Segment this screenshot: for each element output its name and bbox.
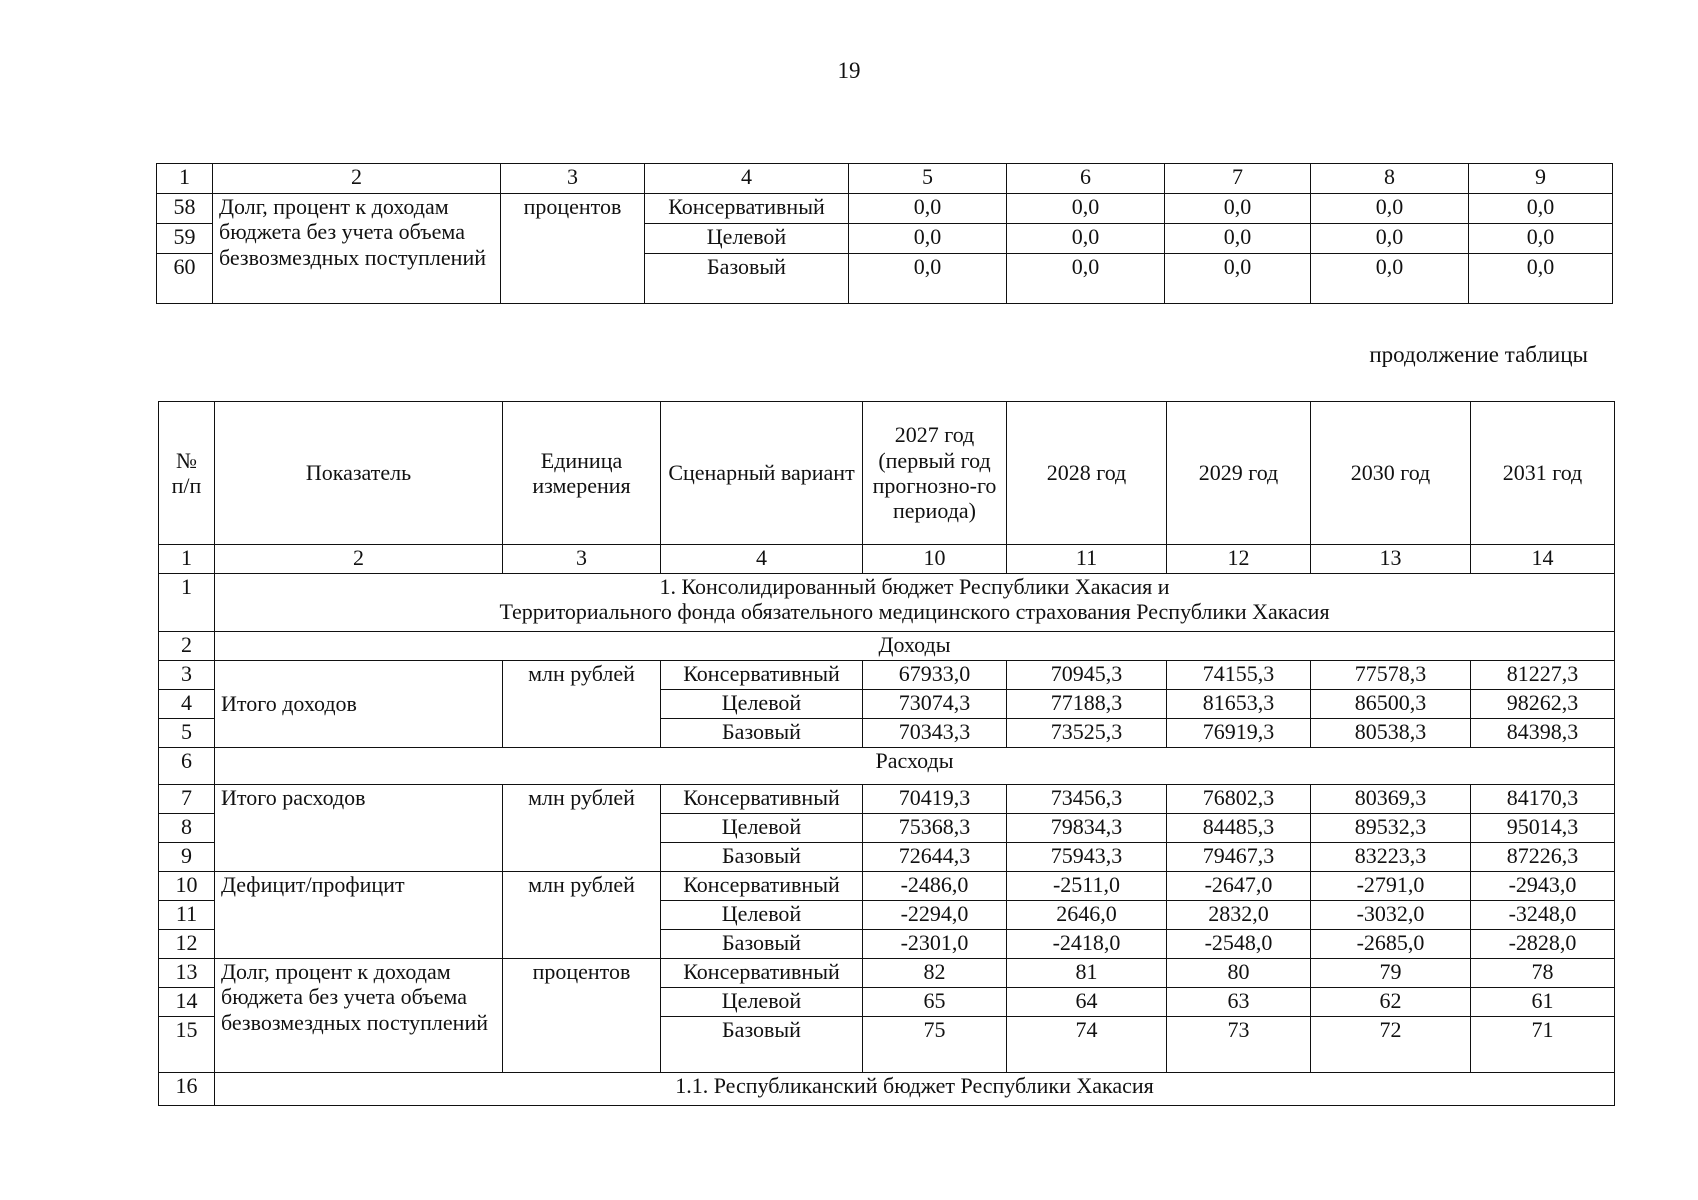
- value-cell: 72644,3: [863, 843, 1007, 872]
- value-cell: 75: [863, 1017, 1007, 1073]
- value-cell: 81227,3: [1471, 661, 1615, 690]
- scenario-cell: Целевой: [661, 690, 863, 719]
- col-number: 14: [1471, 545, 1615, 574]
- unit-cell: млн рублей: [503, 785, 661, 872]
- value-cell: 80: [1167, 959, 1311, 988]
- col-number: 7: [1165, 164, 1311, 194]
- value-cell: 75368,3: [863, 814, 1007, 843]
- row-number: 3: [159, 661, 215, 690]
- header-row: [159, 402, 1615, 545]
- value-cell: 0,0: [1165, 224, 1311, 254]
- header-2030: 2030 год: [1311, 402, 1471, 545]
- value-cell: 67933,0: [863, 661, 1007, 690]
- value-cell: 0,0: [1469, 224, 1613, 254]
- value-cell: -2548,0: [1167, 930, 1311, 959]
- value-cell: 73525,3: [1007, 719, 1167, 748]
- value-cell: 0,0: [1311, 224, 1469, 254]
- value-cell: 63: [1167, 988, 1311, 1017]
- value-cell: 81653,3: [1167, 690, 1311, 719]
- section-title: 1.1. Республиканский бюджет Республики Хакасия: [215, 1073, 1615, 1106]
- value-cell: 98262,3: [1471, 690, 1615, 719]
- col-number: 4: [661, 545, 863, 574]
- scenario-cell: Консервативный: [661, 785, 863, 814]
- value-cell: 79467,3: [1167, 843, 1311, 872]
- value-cell: 71: [1471, 1017, 1615, 1073]
- continuation-label: продолжение таблицы: [1369, 342, 1588, 367]
- scenario-cell: Целевой: [661, 901, 863, 930]
- value-cell: 0,0: [1165, 254, 1311, 304]
- row-number: 16: [159, 1073, 215, 1106]
- value-cell: 79834,3: [1007, 814, 1167, 843]
- scenario-cell: Целевой: [661, 814, 863, 843]
- row-number: 13: [159, 959, 215, 988]
- value-cell: -2418,0: [1007, 930, 1167, 959]
- row-number: 5: [159, 719, 215, 748]
- value-cell: 0,0: [849, 194, 1007, 224]
- header-2028: 2028 год: [1007, 402, 1167, 545]
- value-cell: 80538,3: [1311, 719, 1471, 748]
- value-cell: 2646,0: [1007, 901, 1167, 930]
- row-number: 12: [159, 930, 215, 959]
- header-2031: 2031 год: [1471, 402, 1615, 545]
- row-number: 10: [159, 872, 215, 901]
- value-cell: 0,0: [849, 224, 1007, 254]
- scenario-cell: Базовый: [661, 1017, 863, 1073]
- value-cell: 0,0: [1007, 194, 1165, 224]
- section-row: [159, 574, 1615, 632]
- unit-cell: процентов: [503, 959, 661, 1073]
- col-number: 4: [645, 164, 849, 194]
- value-cell: 79: [1311, 959, 1471, 988]
- row-number: 8: [159, 814, 215, 843]
- col-number: 11: [1007, 545, 1167, 574]
- value-cell: 75943,3: [1007, 843, 1167, 872]
- col-number: 2: [213, 164, 501, 194]
- indicator-cell: Долг, процент к доходам бюджета без учета объема безвозмездных поступлений: [215, 959, 503, 1073]
- value-cell: 70419,3: [863, 785, 1007, 814]
- table-row: [157, 194, 1613, 224]
- col-number: 10: [863, 545, 1007, 574]
- value-cell: 84170,3: [1471, 785, 1615, 814]
- value-cell: 82: [863, 959, 1007, 988]
- value-cell: -2943,0: [1471, 872, 1615, 901]
- scenario-cell: Целевой: [661, 988, 863, 1017]
- value-cell: 73: [1167, 1017, 1311, 1073]
- value-cell: -2294,0: [863, 901, 1007, 930]
- header-2029: 2029 год: [1167, 402, 1311, 545]
- scenario-cell: Консервативный: [661, 872, 863, 901]
- value-cell: 89532,3: [1311, 814, 1471, 843]
- value-cell: -2791,0: [1311, 872, 1471, 901]
- value-cell: 74155,3: [1167, 661, 1311, 690]
- value-cell: 74: [1007, 1017, 1167, 1073]
- indicator-cell: Дефицит/профицит: [215, 872, 503, 959]
- value-cell: 0,0: [1007, 224, 1165, 254]
- unit-cell: процентов: [501, 194, 645, 304]
- value-cell: 76802,3: [1167, 785, 1311, 814]
- col-number: 8: [1311, 164, 1469, 194]
- value-cell: -2685,0: [1311, 930, 1471, 959]
- row-number: 4: [159, 690, 215, 719]
- value-cell: 78: [1471, 959, 1615, 988]
- value-cell: 0,0: [1165, 194, 1311, 224]
- row-number: 6: [159, 748, 215, 785]
- unit-cell: млн рублей: [503, 661, 661, 748]
- row-number: 58: [157, 194, 213, 224]
- scenario-cell: Консервативный: [661, 959, 863, 988]
- section-title-line: Территориального фонда обязательного медицинского страхования Республики Хакасия: [499, 599, 1330, 625]
- value-cell: -2486,0: [863, 872, 1007, 901]
- section-row: [159, 748, 1615, 785]
- col-number: 6: [1007, 164, 1165, 194]
- value-cell: 62: [1311, 988, 1471, 1017]
- value-cell: 81: [1007, 959, 1167, 988]
- value-cell: 95014,3: [1471, 814, 1615, 843]
- value-cell: -2511,0: [1007, 872, 1167, 901]
- col-number: 3: [503, 545, 661, 574]
- indicator-cell: Итого доходов: [215, 661, 503, 748]
- value-cell: 70343,3: [863, 719, 1007, 748]
- value-cell: -3248,0: [1471, 901, 1615, 930]
- value-cell: 72: [1311, 1017, 1471, 1073]
- value-cell: 86500,3: [1311, 690, 1471, 719]
- header-2027: 2027 год (первый год прогнозно-го периода): [863, 402, 1007, 545]
- value-cell: 73074,3: [863, 690, 1007, 719]
- indicator-cell: Итого расходов: [215, 785, 503, 872]
- value-cell: 77578,3: [1311, 661, 1471, 690]
- section-row: [159, 1073, 1615, 1106]
- value-cell: 0,0: [1469, 254, 1613, 304]
- forecast-table: [158, 401, 1615, 1106]
- indicator-cell: Долг, процент к доходам бюджета без учета объема безвозмездных поступлений: [213, 194, 501, 304]
- value-cell: 84398,3: [1471, 719, 1615, 748]
- value-cell: -2828,0: [1471, 930, 1615, 959]
- row-number: 1: [159, 574, 215, 632]
- scenario-cell: Базовый: [645, 254, 849, 304]
- row-number: 2: [159, 632, 215, 661]
- value-cell: 0,0: [849, 254, 1007, 304]
- section-row: [159, 632, 1615, 661]
- section-title: [215, 574, 1615, 632]
- table-row: [159, 661, 1615, 690]
- table-row: [159, 872, 1615, 901]
- value-cell: 61: [1471, 988, 1615, 1017]
- table-row: [159, 959, 1615, 988]
- col-number: 3: [501, 164, 645, 194]
- row-number: 14: [159, 988, 215, 1017]
- header-scenario: Сценарный вариант: [661, 402, 863, 545]
- section-title-line: 1. Консолидированный бюджет Республики Хакасия и: [659, 574, 1170, 599]
- value-cell: -2647,0: [1167, 872, 1311, 901]
- col-number: 9: [1469, 164, 1613, 194]
- value-cell: 0,0: [1311, 194, 1469, 224]
- row-number: 11: [159, 901, 215, 930]
- page-number: 19: [837, 58, 861, 83]
- value-cell: 0,0: [1469, 194, 1613, 224]
- unit-cell: млн рублей: [503, 872, 661, 959]
- value-cell: 83223,3: [1311, 843, 1471, 872]
- section-title: Доходы: [215, 632, 1615, 661]
- header-unit: Единица измерения: [503, 402, 661, 545]
- value-cell: 80369,3: [1311, 785, 1471, 814]
- value-cell: 87226,3: [1471, 843, 1615, 872]
- header-num: № п/п: [159, 402, 215, 545]
- scenario-cell: Консервативный: [645, 194, 849, 224]
- scenario-cell: Консервативный: [661, 661, 863, 690]
- row-number: 9: [159, 843, 215, 872]
- column-number-row: [157, 164, 1613, 194]
- value-cell: 77188,3: [1007, 690, 1167, 719]
- row-number: 15: [159, 1017, 215, 1073]
- row-number: 59: [157, 224, 213, 254]
- scenario-cell: Целевой: [645, 224, 849, 254]
- value-cell: -3032,0: [1311, 901, 1471, 930]
- col-number: 5: [849, 164, 1007, 194]
- value-cell: 0,0: [1007, 254, 1165, 304]
- value-cell: -2301,0: [863, 930, 1007, 959]
- scenario-cell: Базовый: [661, 843, 863, 872]
- header-indicator: Показатель: [215, 402, 503, 545]
- value-cell: 84485,3: [1167, 814, 1311, 843]
- scenario-cell: Базовый: [661, 930, 863, 959]
- top-table: [156, 163, 1613, 304]
- section-title: Расходы: [215, 748, 1615, 785]
- col-number: 1: [157, 164, 213, 194]
- col-number: 13: [1311, 545, 1471, 574]
- col-number: 12: [1167, 545, 1311, 574]
- table-row: [159, 785, 1615, 814]
- col-number: 2: [215, 545, 503, 574]
- value-cell: 65: [863, 988, 1007, 1017]
- row-number: 60: [157, 254, 213, 304]
- value-cell: 0,0: [1311, 254, 1469, 304]
- value-cell: 2832,0: [1167, 901, 1311, 930]
- value-cell: 73456,3: [1007, 785, 1167, 814]
- value-cell: 76919,3: [1167, 719, 1311, 748]
- scenario-cell: Базовый: [661, 719, 863, 748]
- value-cell: 64: [1007, 988, 1167, 1017]
- row-number: 7: [159, 785, 215, 814]
- col-number: 1: [159, 545, 215, 574]
- value-cell: 70945,3: [1007, 661, 1167, 690]
- column-number-row: [159, 545, 1615, 574]
